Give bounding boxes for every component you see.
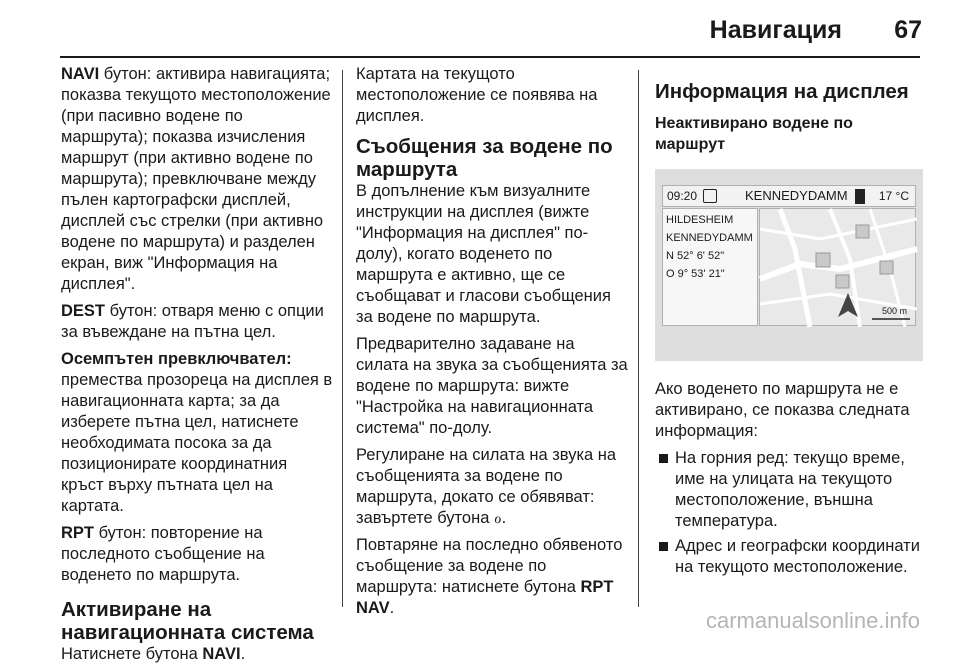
column-divider [638,70,639,607]
display-address-box [662,208,758,326]
text: Регулиране на силата на звука на съобщенията за водене по маршрута, докато се обявяват: завъртете бутона [356,446,617,527]
list-item-text: На горния ред: текущо време, име на улицата на текущото местоположение, външна температура. [675,449,905,530]
text: Натиснете бутона [61,645,203,663]
display-time: 09:20 [667,189,698,203]
display-info-line: O 9° 53' 21" [666,268,725,280]
watermark: carmanualsonline.info [705,608,920,633]
list-item-text: Адрес и географски координати на текущото местоположение. [675,537,920,576]
key-navi: NAVI [202,645,241,663]
paragraph-map: Картата на текущото местоположение се появява на дисплея. [356,65,598,125]
clock-icon [703,189,717,203]
paragraph-preset: Предварително задаване на силата на звука за съобщенията за водене по маршрута: вижте "Настройка на навигационната система" по-долу. [356,335,628,437]
column-3 [655,64,923,582]
subheading-joystick: Осемпътен превключвател: [61,350,292,368]
list-item [655,448,923,532]
display-temperature: 17 °C [878,189,909,203]
paragraph-dest [61,301,333,343]
paragraph-activate [61,644,333,665]
text: премества прозореца на дисплея в навигационната карта; за да изберете пътна цел, натиснете необходимата посока за да позиционирате координатния кръст върху пътната цел на картата. [61,371,333,515]
paragraph-joystick [61,349,333,517]
display-info-line: N 52° 6' 52" [666,250,725,262]
page-header [0,14,960,46]
list-item [655,536,923,578]
display-info-line: KENNEDYDAMM [666,232,753,244]
key-rpt: RPT [61,524,94,542]
text: . [501,509,507,527]
key-navi: NAVI [61,65,100,83]
paragraph-repeat [356,535,630,619]
text: . [389,599,395,617]
key-rpt-nav: RPT NAV [356,578,614,617]
paragraph-voice: В допълнение към визуалните инструкции на дисплея (вижте "Информация на дисплея" по-долу), когато воденето по маршрута е активно, ще се съобщават и гласови съобщения за водене по маршрута. [356,182,611,326]
column-2 [356,64,630,625]
text: бутон: активира навигацията; показва текущото местоположение (при пасивно водене по маршрута); показва изчисления маршрут (при активно водене по маршрута); превключване между пълен картографски дисплей, дисплей със стрелки (при активно водене по маршрута) и разделен екран, виж "Информация на дисплея". [61,65,331,293]
paragraph-display-info: Ако воденето по маршрута не е активирано, се показва следната информация: [655,380,910,440]
map-scale: 500 m [881,306,907,316]
knob-icon: ℴ [493,509,502,527]
bullet-list [655,448,923,578]
display-street: KENNEDYDAMM [745,188,848,203]
column-1 [61,64,333,671]
paragraph-volume [356,445,630,529]
display-info-line: HILDESHEIM [666,214,734,226]
column-divider [342,70,343,607]
text: бутон: повторение на последното съобщение на воденето по маршрута. [61,524,265,584]
display-map [759,208,916,326]
text: . [240,645,246,663]
heading-activate: Активиране на навигационната система [61,598,314,644]
display-top-bar [662,185,916,207]
page-title: Навигация [709,16,842,44]
text: бутон: отваря меню с опции за въвеждане на пътна цел. [61,302,324,341]
paragraph-rpt [61,523,333,586]
heading-inactive-guidance: Неактивирано водене по маршрут [655,115,853,153]
page-number: 67 [894,16,922,44]
heading-display-info: Информация на дисплея [655,80,909,103]
header-rule [60,56,920,58]
bullet-icon [659,454,668,463]
text: Повтаряне на последно обявеното съобщение за водене по маршрута: натиснете бутона [356,536,623,596]
paragraph-navi [61,64,333,295]
display-screenshot [655,169,923,361]
thermometer-icon [855,189,865,204]
key-dest: DEST [61,302,106,320]
bullet-icon [659,542,668,551]
heading-messages: Съобщения за водене по маршрута [356,135,613,181]
